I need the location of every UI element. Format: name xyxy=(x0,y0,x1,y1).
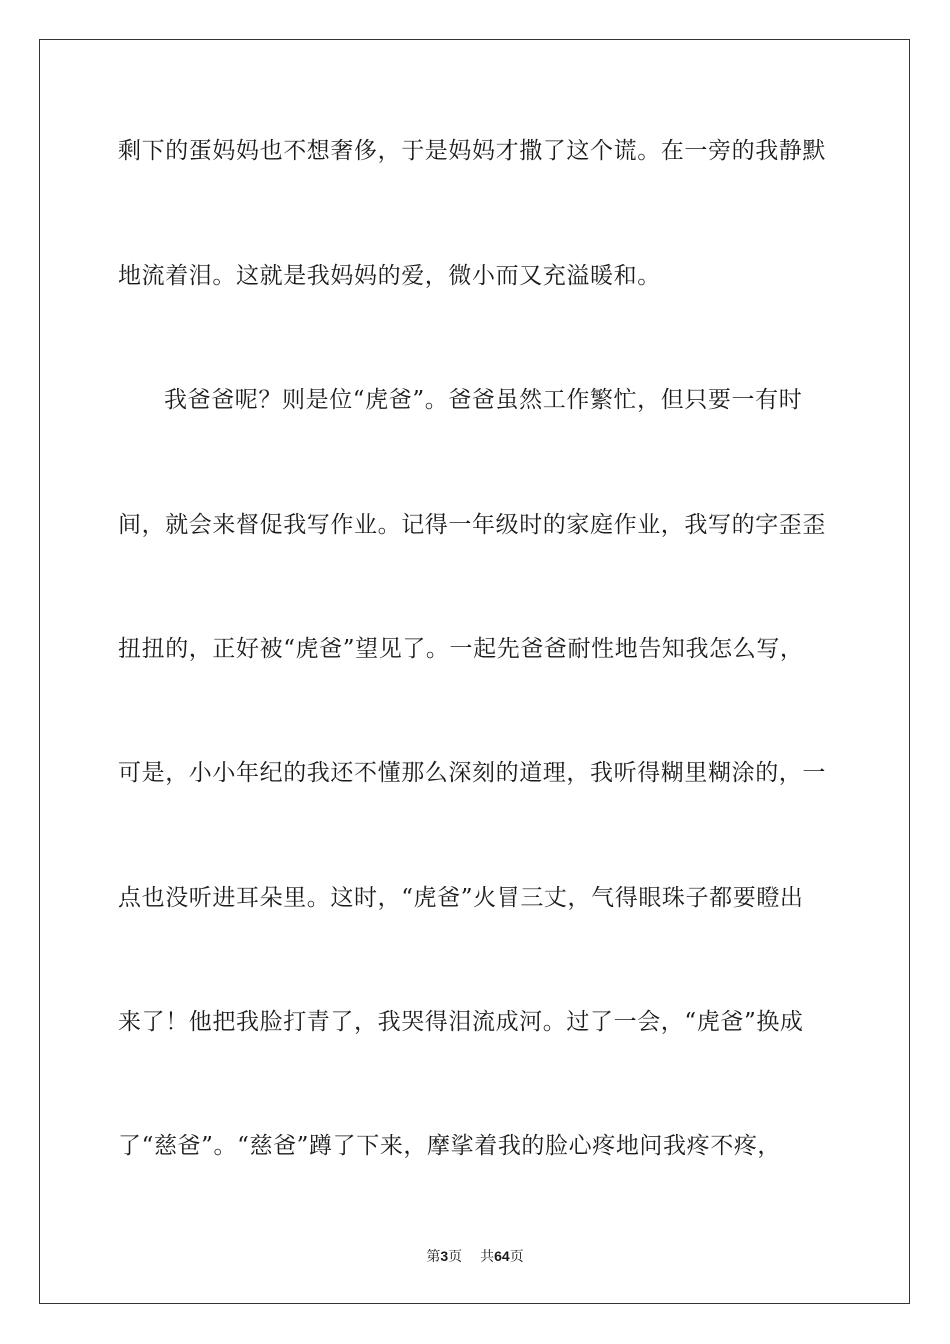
total-suffix: 页 xyxy=(509,1249,524,1265)
page-number: 3 xyxy=(440,1248,449,1264)
total-prefix: 共 xyxy=(480,1249,495,1265)
text-line-1: 剩下的蛋妈妈也不想奢侈，于是妈妈才撒了这个谎。在一旁的我静默 xyxy=(118,138,826,164)
page-suffix: 页 xyxy=(448,1249,463,1265)
text-line-7: 点也没听进耳朵里。这时，“虎爸”火冒三丈，气得眼珠子都要瞪出 xyxy=(118,885,804,911)
text-line-6: 可是，小小年纪的我还不懂那么深刻的道理，我听得糊里糊涂的，一 xyxy=(118,760,826,786)
text-line-3: 我爸爸呢？则是位“虎爸”。爸爸虽然工作繁忙，但只要一有时 xyxy=(164,387,803,413)
page-frame xyxy=(39,39,910,1304)
page-prefix: 第 xyxy=(426,1249,441,1265)
text-line-4: 间，就会来督促我写作业。记得一年级时的家庭作业，我写的字歪歪 xyxy=(118,512,826,538)
text-line-9: 了“慈爸”。“慈爸”蹲了下来，摩挲着我的脸心疼地问我疼不疼， xyxy=(118,1133,782,1159)
text-line-8: 来了！他把我脸打青了，我哭得泪流成河。过了一会，“虎爸”换成 xyxy=(118,1009,804,1035)
page-footer xyxy=(0,1246,950,1266)
total-pages: 64 xyxy=(494,1248,510,1264)
text-line-2: 地流着泪。这就是我妈妈的爱，微小而又充溢暖和。 xyxy=(118,263,661,289)
text-line-5: 扭扭的，正好被“虎爸”望见了。一起先爸爸耐性地告知我怎么写， xyxy=(118,636,804,662)
